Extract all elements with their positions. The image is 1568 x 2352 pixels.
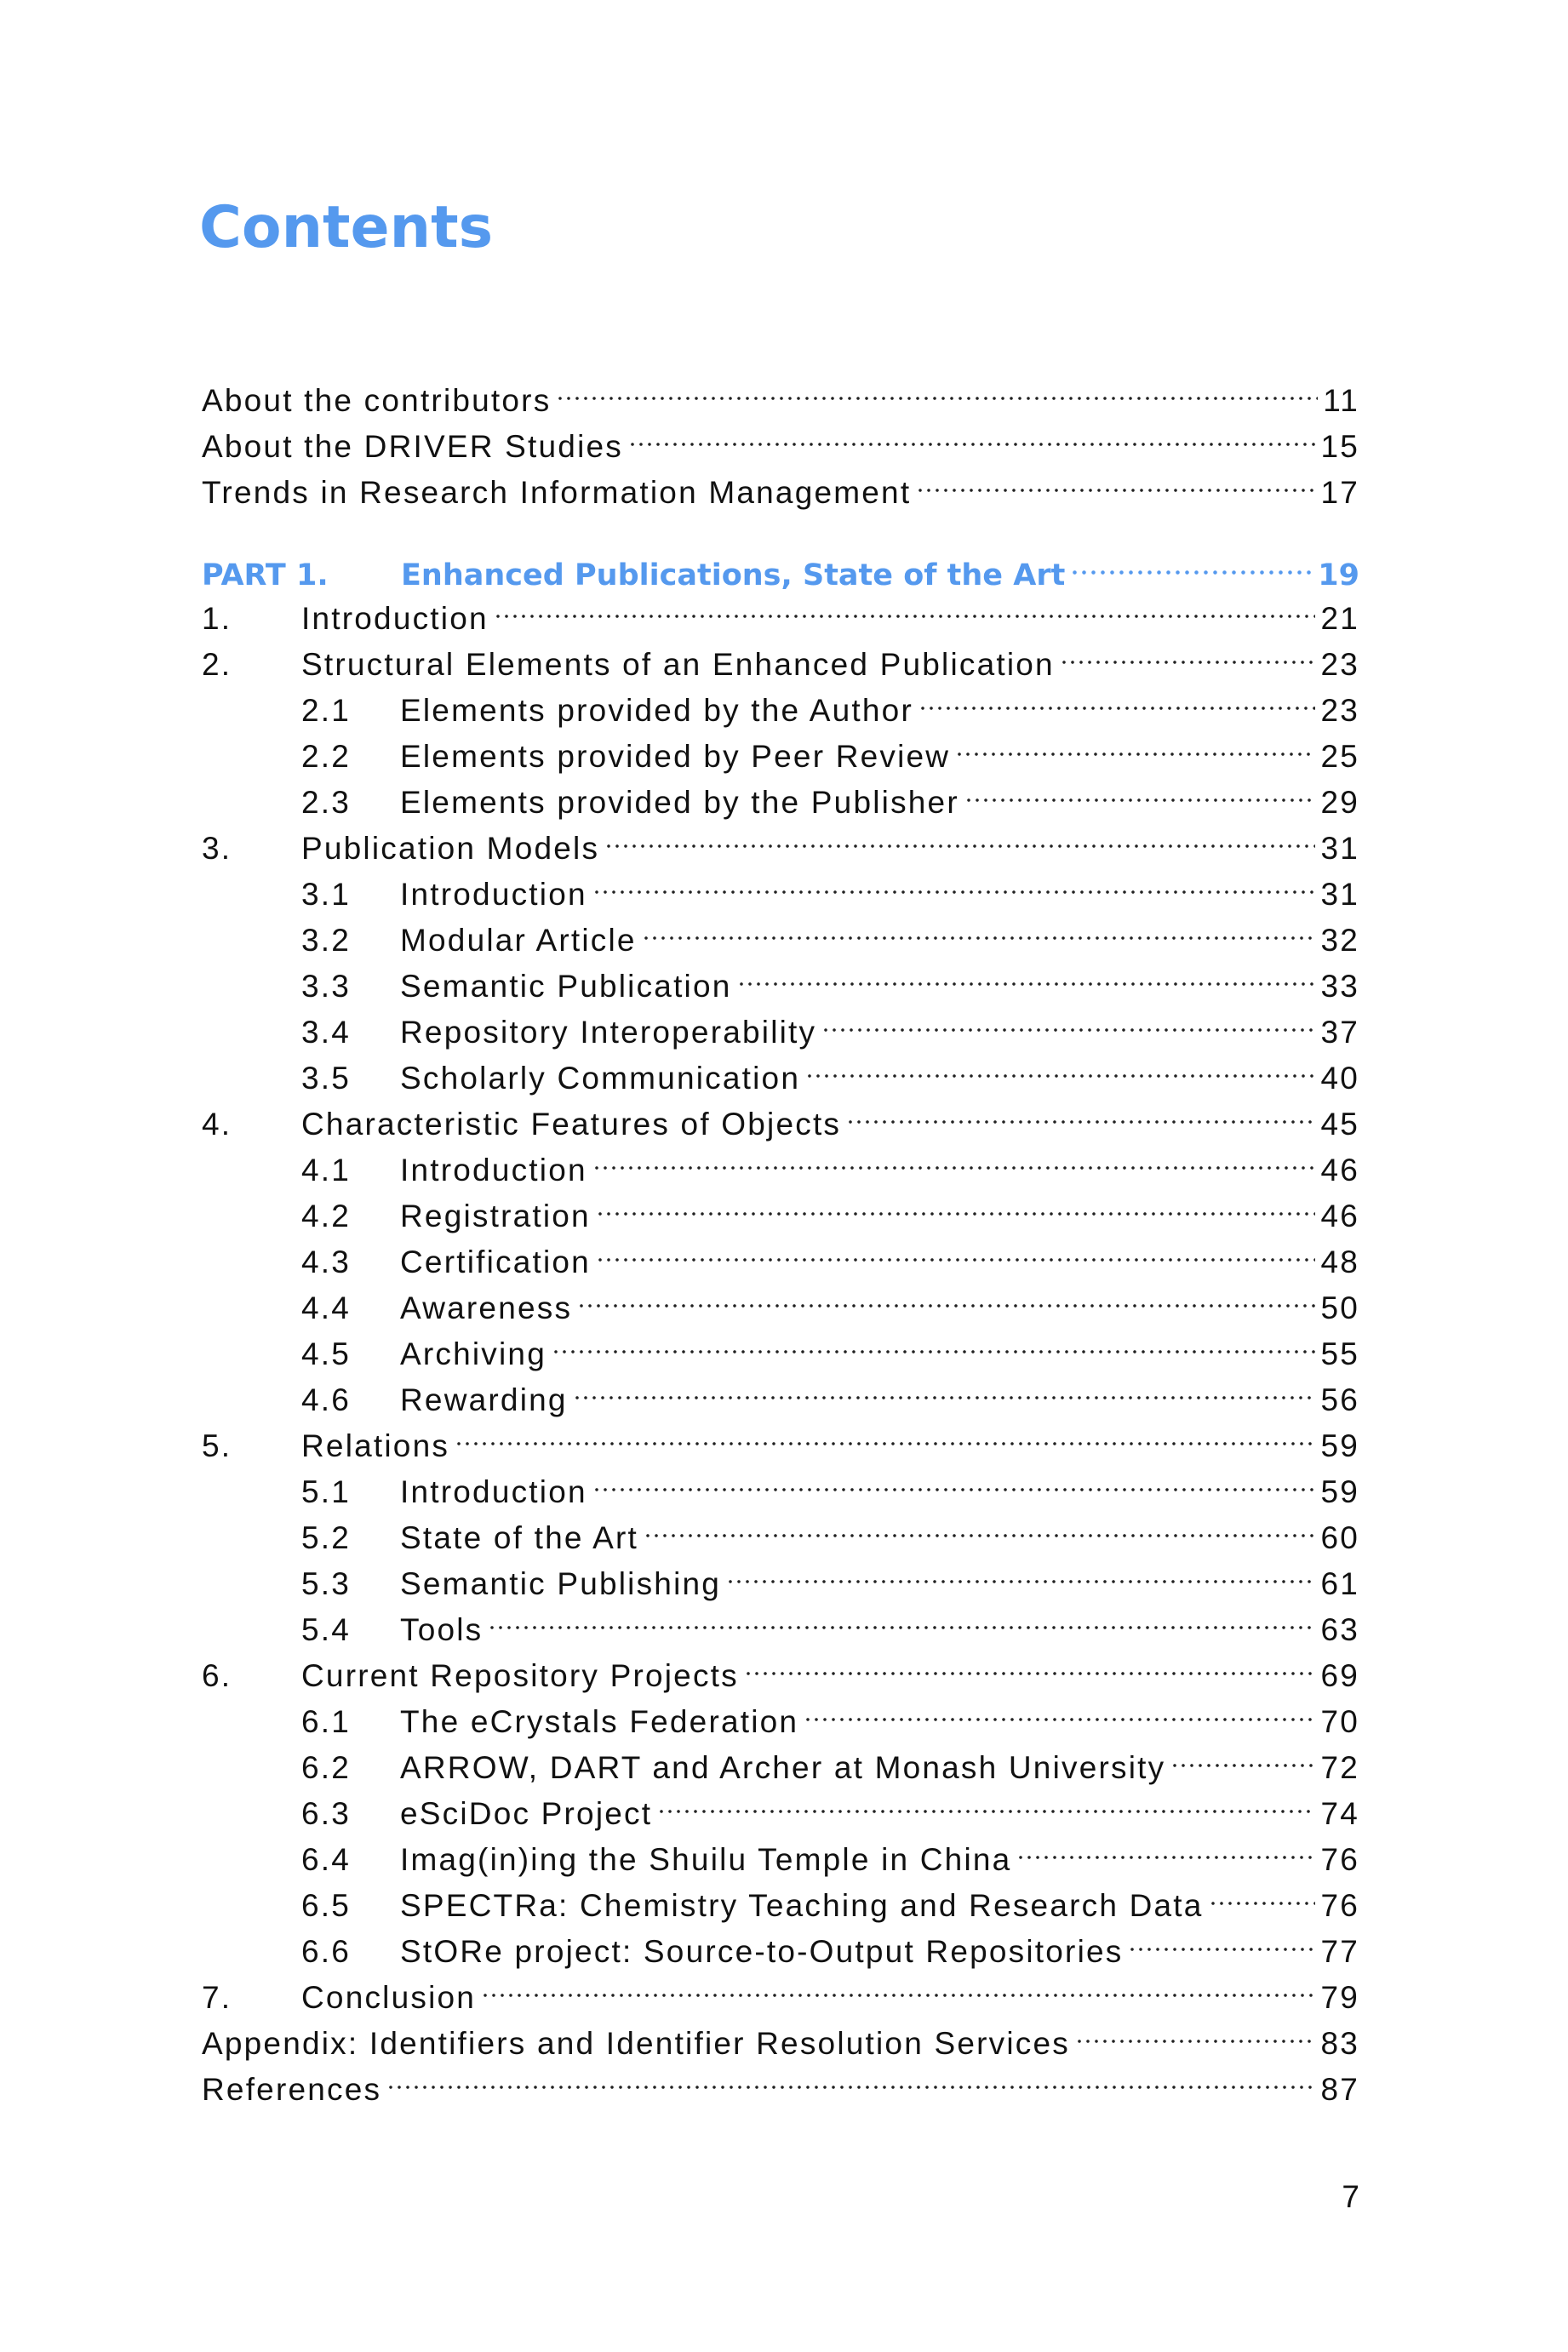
dot-leader [1128,1916,1315,1962]
dot-leader [455,1411,1315,1456]
entry-page: 23 [1320,647,1359,682]
entry-title: About the contributors [202,383,552,418]
entry-page: 29 [1320,785,1359,820]
entry-title: eSciDoc Project [400,1796,653,1831]
entry-number: 4.4 [301,1290,352,1325]
dot-leader [846,1089,1315,1135]
entry-page: 83 [1320,2026,1359,2061]
entry-title: Rewarding [400,1382,568,1417]
entry-title: ARROW, DART and Archer at Monash University [400,1750,1166,1785]
entry-number: 6.6 [301,1934,352,1969]
entry-title: Scholarly Communication [400,1061,801,1096]
entry-page: 55 [1320,1336,1359,1371]
entry-title: Registration [400,1199,591,1233]
entry-title: Tools [400,1612,484,1647]
entry-title: Trends in Research Information Management [202,475,912,510]
toc-front-matter [202,365,1359,510]
entry-title: About the DRIVER Studies [202,429,623,464]
entry-page: 21 [1320,601,1359,636]
entry-page: 61 [1320,1566,1359,1601]
dot-leader [642,905,1316,951]
toc-entry[interactable] [202,583,1359,636]
entry-number: 6.1 [301,1704,352,1739]
dot-leader [644,1502,1315,1548]
entry-number: 4.5 [301,1336,352,1371]
entry-title: Archiving [400,1336,547,1371]
dot-leader [1016,1824,1315,1870]
part-number: PART 1. [202,558,329,592]
entry-number: 5.2 [301,1520,352,1555]
entry-number: 1. [202,601,232,636]
dot-leader [821,997,1315,1043]
entry-title: Semantic Publishing [400,1566,722,1601]
dot-leader [1075,2008,1316,2054]
entry-title: Certification [400,1245,591,1279]
entry-title: Introduction [400,1474,587,1509]
entry-title: Semantic Publication [400,969,732,1004]
entry-number: 5.1 [301,1474,352,1509]
entry-page: 60 [1320,1520,1359,1555]
entry-number: 5.4 [301,1612,352,1647]
dot-leader [488,1594,1315,1640]
entry-number: 3.4 [301,1015,352,1050]
entry-title: StORe project: Source-to-Output Repositories [400,1934,1124,1969]
dot-leader [916,457,1315,503]
entry-page: 32 [1320,923,1359,958]
entry-number: 4. [202,1107,232,1142]
entry-page: 87 [1320,2072,1359,2107]
entry-title: Elements provided by the Author [400,693,913,728]
entry-number: 4.1 [301,1153,352,1187]
entry-page: 70 [1320,1704,1359,1739]
dot-leader [657,1778,1315,1824]
dot-leader [592,859,1316,905]
entry-number: 4.2 [301,1199,352,1233]
entry-number: 3.1 [301,877,352,912]
dot-leader [592,1135,1316,1181]
entry-page: 23 [1320,693,1359,728]
dot-leader [1060,629,1316,675]
dot-leader [918,675,1315,721]
page-title: Contents [199,194,494,261]
entry-title: Modular Article [400,923,637,958]
entry-page: 31 [1320,877,1359,912]
entry-title: Repository Interoperability [400,1015,817,1050]
dot-leader [494,583,1316,629]
dot-leader [1070,539,1313,585]
dot-leader [577,1273,1315,1319]
entry-page: 77 [1320,1934,1359,1969]
entry-number: 5.3 [301,1566,352,1601]
entry-page: 45 [1320,1107,1359,1142]
dot-leader [552,1319,1315,1365]
entry-title: Awareness [400,1290,573,1325]
dot-leader [573,1365,1316,1411]
dot-leader [628,411,1315,457]
entry-number: 4.6 [301,1382,352,1417]
entry-number: 2.2 [301,739,352,774]
entry-page: 11 [1323,383,1359,418]
entry-page: 48 [1320,1245,1359,1279]
entry-page: 40 [1320,1061,1359,1096]
entry-page: 31 [1320,831,1359,866]
entry-number: 6.2 [301,1750,352,1785]
dot-leader [805,1043,1315,1089]
entry-page: 17 [1320,475,1359,510]
entry-title: References [202,2072,382,2107]
entry-page: 25 [1320,739,1359,774]
entry-title: Introduction [301,601,489,636]
entry-number: 2.3 [301,785,352,820]
toc-entry[interactable] [202,365,1359,418]
entry-page: 50 [1320,1290,1359,1325]
page-number: 7 [1342,2179,1359,2214]
dot-leader [604,813,1315,859]
dot-leader [744,1640,1316,1686]
entry-number: 7. [202,1980,232,2015]
entry-title: Current Repository Projects [301,1658,739,1693]
dot-leader [726,1548,1315,1594]
toc-entries [202,583,1359,2107]
entry-title: State of the Art [400,1520,638,1555]
entry-title: Elements provided by the Publisher [400,785,959,820]
dot-leader [964,767,1316,813]
entry-page: 69 [1320,1658,1359,1693]
dot-leader [592,1456,1316,1502]
entry-page: 76 [1320,1842,1359,1877]
entry-page: 74 [1320,1796,1359,1831]
entry-number: 5. [202,1428,232,1463]
part-title: Enhanced Publications, State of the Art [401,558,1066,592]
entry-page: 59 [1320,1428,1359,1463]
entry-page: 56 [1320,1382,1359,1417]
dot-leader [596,1181,1316,1227]
dot-leader [737,951,1316,997]
entry-number: 3.3 [301,969,352,1004]
dot-leader [386,2054,1315,2100]
entry-number: 6.3 [301,1796,352,1831]
dot-leader [1209,1870,1316,1916]
entry-page: 79 [1320,1980,1359,2015]
entry-title: Conclusion [301,1980,477,2015]
entry-title: Publication Models [301,831,600,866]
dot-leader [955,721,1315,767]
entry-page: 63 [1320,1612,1359,1647]
dot-leader [556,365,1318,411]
entry-page: 33 [1320,969,1359,1004]
entry-number: 3.2 [301,923,352,958]
entry-title: Characteristic Features of Objects [301,1107,842,1142]
entry-page: 15 [1320,429,1359,464]
entry-title: Structural Elements of an Enhanced Publication [301,647,1055,682]
entry-number: 2. [202,647,232,682]
entry-page: 72 [1320,1750,1359,1785]
entry-number: 6.4 [301,1842,352,1877]
entry-page: 37 [1320,1015,1359,1050]
entry-number: 6.5 [301,1888,352,1923]
dot-leader [1170,1732,1315,1778]
entry-title: Elements provided by Peer Review [400,739,951,774]
toc-part-heading[interactable] [202,539,1359,592]
dot-leader [804,1686,1315,1732]
entry-page: 76 [1320,1888,1359,1923]
entry-title: Appendix: Identifiers and Identifier Resolution Services [202,2026,1070,2061]
dot-leader [481,1962,1315,2008]
entry-title: Introduction [400,1153,587,1187]
toc-part-1 [202,539,1359,592]
dot-leader [596,1227,1315,1273]
entry-page: 59 [1320,1474,1359,1509]
entry-number: 3. [202,831,232,866]
entry-title: The eCrystals Federation [400,1704,799,1739]
entry-number: 4.3 [301,1245,352,1279]
entry-title: SPECTRa: Chemistry Teaching and Research Data [400,1888,1204,1923]
entry-page: 46 [1320,1199,1359,1233]
entry-title: Imag(in)ing the Shuilu Temple in China [400,1842,1012,1877]
entry-number: 2.1 [301,693,352,728]
entry-number: 6. [202,1658,232,1693]
entry-page: 46 [1320,1153,1359,1187]
entry-title: Introduction [400,877,587,912]
entry-number: 3.5 [301,1061,352,1096]
entry-title: Relations [301,1428,450,1463]
part-page: 19 [1318,558,1359,592]
